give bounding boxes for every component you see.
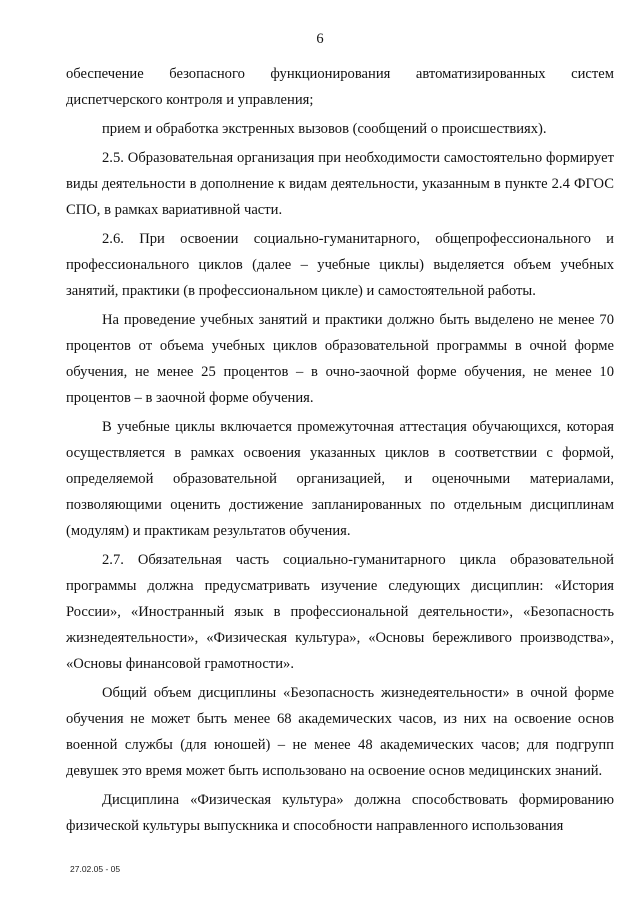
document-body	[66, 61, 614, 839]
paragraph: В учебные циклы включается промежуточная аттестация обучающихся, которая осуществляется в рамках освоения указанных циклов в соответствии с формой, определяемой образовательной организацией, и оценочными материалами, позволяющими оценить достижение запланированных по отдельным дисциплинам (модулям) и практикам результатов обучения.	[66, 419, 614, 539]
paragraph-2-5: 2.5. Образовательная организация при необходимости самостоятельно формирует виды деятельности в дополнение к видам деятельности, указанным в пункте 2.4 ФГОС СПО, в рамках вариативной части.	[66, 150, 614, 218]
page-number: 6	[316, 31, 324, 47]
paragraph: прием и обработка экстренных вызовов (сообщений о происшествиях).	[102, 121, 547, 137]
paragraph-continuation: обеспечение безопасного функционирования автоматизированных систем диспетчерского контроля и управления;	[66, 66, 614, 108]
paragraph-2-6: 2.6. При освоении социально-гуманитарного, общепрофессионального и профессионального циклов (далее – учебные циклы) выделяется объем учебных занятий, практики (в профессиональном цикле) и самостоятельной работы.	[66, 231, 614, 299]
paragraph: Общий объем дисциплины «Безопасность жизнедеятельности» в очной форме обучения не может быть менее 68 академических часов, из них на освоение основ военной службы (для юношей) – не менее 48 академических часов; для подгрупп девушек это время может быть использовано на освоение основ медицинских знаний.	[66, 685, 614, 779]
paragraph-2-7: 2.7. Обязательная часть социально-гуманитарного цикла образовательной программы должна предусматривать изучение следующих дисциплин: «История России», «Иностранный язык в профессиональной деятельности», «Безопасность жизнедеятельности», «Физическая культура», «Основы бережливого производства», «Основы финансовой грамотности».	[66, 552, 614, 672]
paragraph: На проведение учебных занятий и практики должно быть выделено не менее 70 процентов от объема учебных циклов образовательной программы в очной форме обучения, не менее 25 процентов – в очно-заочной форме обучения, не менее 10 процентов – в заочной форме обучения.	[66, 312, 614, 406]
document-code: 27.02.05 - 05	[70, 864, 121, 874]
paragraph: Дисциплина «Физическая культура» должна способствовать формированию физической культуры выпускника и способности направленного использования	[66, 792, 614, 834]
